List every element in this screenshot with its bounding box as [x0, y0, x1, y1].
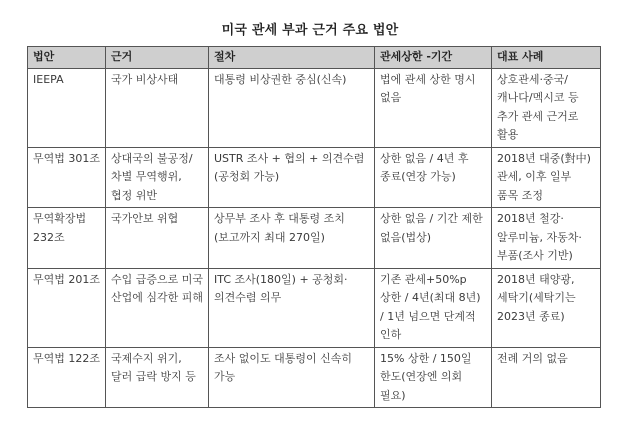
table-row — [28, 268, 601, 347]
table-row — [28, 68, 601, 147]
cell-cap-period: 상한 없음 / 4년 후 종료(연장 가능) — [375, 147, 492, 208]
cell-law: 무역확장법 232조 — [28, 208, 106, 269]
cell-cap-period: 법에 관세 상한 명시 없음 — [375, 68, 492, 147]
header-law: 법안 — [28, 47, 106, 69]
table-row — [28, 147, 601, 208]
header-cap-period: 관세상한 -기간 — [375, 47, 492, 69]
cell-examples: 2018년 철강·알루미늄, 자동차·부품(조사 기반) — [492, 208, 601, 269]
table-header-row — [28, 47, 601, 69]
cell-basis: 국가안보 위협 — [106, 208, 209, 269]
cell-procedure: ITC 조사(180일) + 공청회·의견수렴 의무 — [209, 268, 375, 347]
cell-procedure: 조사 없이도 대통령이 신속히 가능 — [209, 347, 375, 408]
cell-examples: 상호관세·중국/캐나다/멕시코 등 추가 관세 근거로 활용 — [492, 68, 601, 147]
cell-cap-period: 상한 없음 / 기간 제한 없음(법상) — [375, 208, 492, 269]
cell-procedure: 대통령 비상권한 중심(신속) — [209, 68, 375, 147]
cell-law: 무역법 301조 — [28, 147, 106, 208]
table-row — [28, 347, 601, 408]
cell-basis: 국제수지 위기, 달러 급락 방지 등 — [106, 347, 209, 408]
cell-basis: 수입 급증으로 미국 산업에 심각한 피해 — [106, 268, 209, 347]
cell-examples: 2018년 대중(對中) 관세, 이후 일부 품목 조정 — [492, 147, 601, 208]
cell-basis: 국가 비상사태 — [106, 68, 209, 147]
header-procedure: 절차 — [209, 47, 375, 69]
cell-law: 무역법 122조 — [28, 347, 106, 408]
page-title: 미국 관세 부과 근거 주요 법안 — [221, 23, 399, 38]
cell-cap-period: 15% 상한 / 150일 한도(연장엔 의회 필요) — [375, 347, 492, 408]
cell-law: 무역법 201조 — [28, 268, 106, 347]
cell-examples: 2018년 태양광, 세탁기(세탁기는 2023년 종료) — [492, 268, 601, 347]
table-row — [28, 208, 601, 269]
cell-basis: 상대국의 불공정/차별 무역행위, 협정 위반 — [106, 147, 209, 208]
cell-law: IEEPA — [28, 68, 106, 147]
header-basis: 근거 — [106, 47, 209, 69]
tariff-law-table — [27, 46, 601, 408]
cell-cap-period: 기존 관세+50%p 상한 / 4년(최대 8년) / 1년 넘으면 단계적 인하 — [375, 268, 492, 347]
cell-examples: 전례 거의 없음 — [492, 347, 601, 408]
header-examples: 대표 사례 — [492, 47, 601, 69]
cell-procedure: 상무부 조사 후 대통령 조치(보고까지 최대 270일) — [209, 208, 375, 269]
cell-procedure: USTR 조사 + 협의 + 의견수렴(공청회 가능) — [209, 147, 375, 208]
